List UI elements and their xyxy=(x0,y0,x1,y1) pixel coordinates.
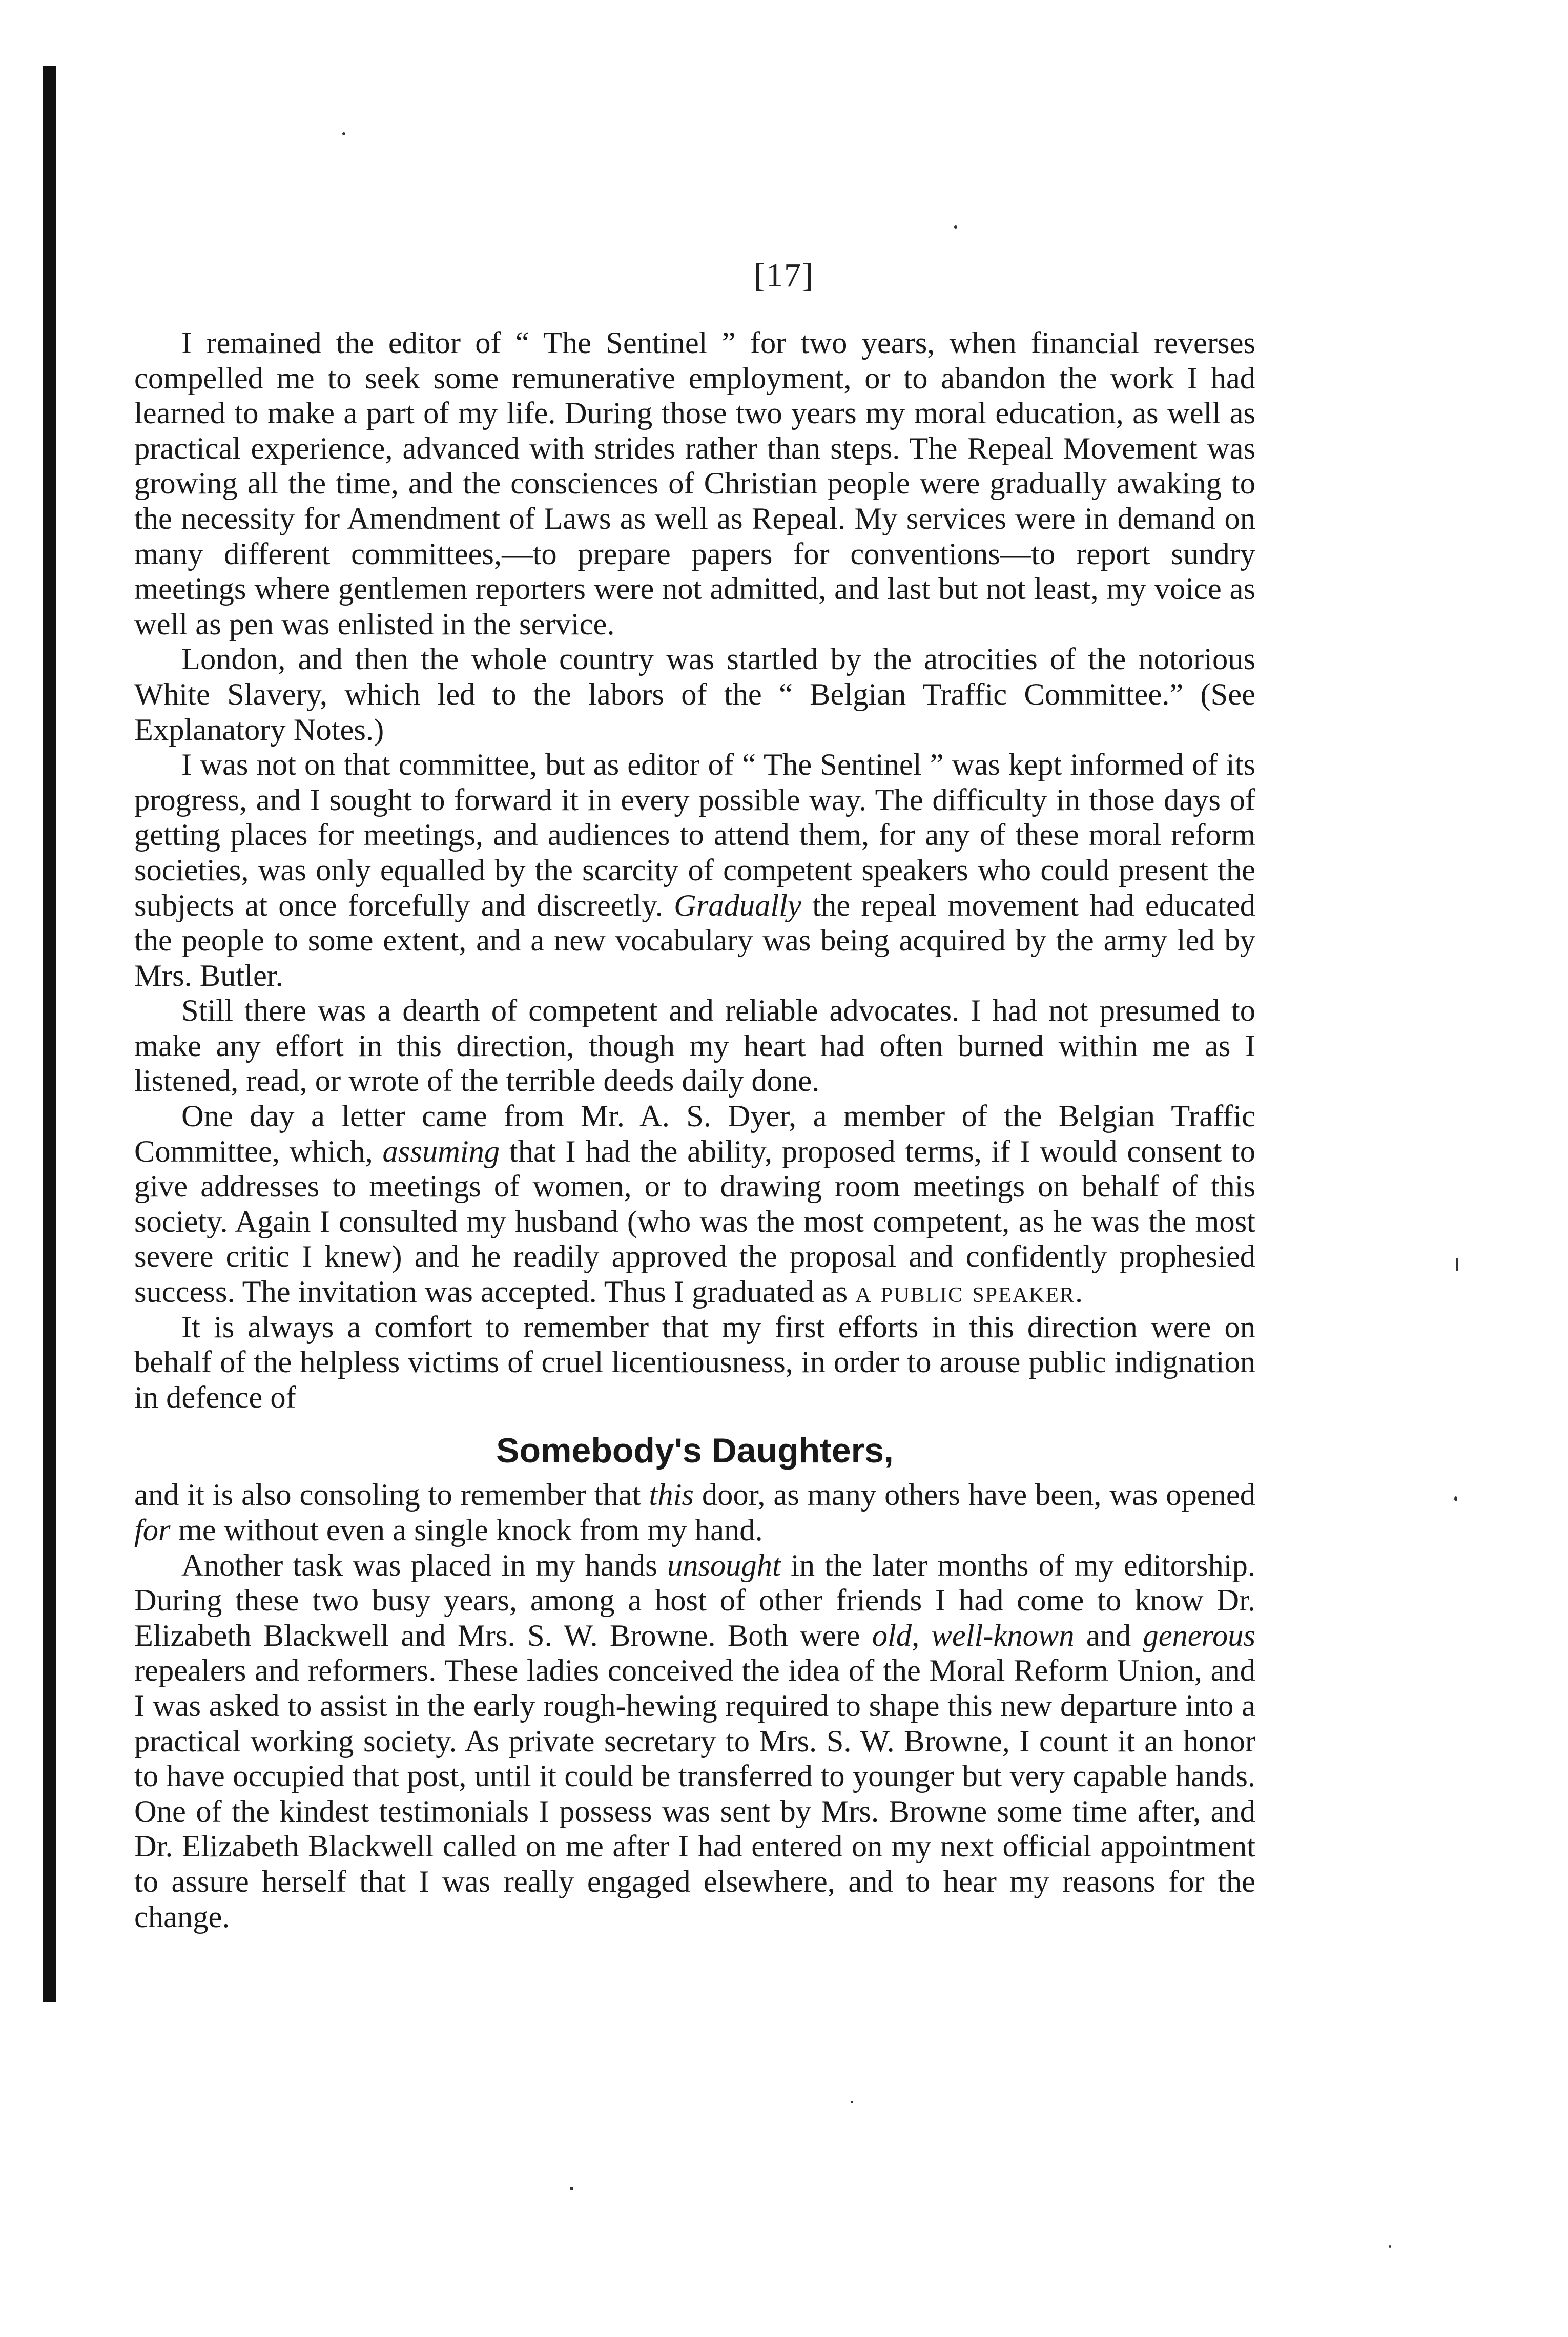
paragraph-dearth-advocates: Still there was a dearth of competent and reliable advocates. I had not presumed to make any effort in this direction, though my heart had often burned within me as I listened, read, or wrote of the terrible deeds daily done. xyxy=(134,994,1255,1099)
paragraph-editor-sentinel: I remained the editor of “ The Sentinel ” for two years, when financial reverses compelled me to seek some remunerative employment, or to abandon the work I had learned to make a part of my life. During those two years my moral education, as well as practical experience, advanced with strides rather than steps. The Repeal Movement was growing all the time, and the consciences of Christian people were gradually awaking to the necessity for Amendment of Laws as well as Repeal. My services were in demand on many different committees,—to prepare papers for conventions—to report sundry meetings where gentlemen reporters were not admitted, and last but not least, my voice as well as pen was enlisted in the service. xyxy=(134,326,1255,642)
body-text xyxy=(134,326,1255,1935)
paragraph-text: One day a letter came from Mr. A. S. Dyer, a member of the Belgian Traffic Committee, which, xyxy=(134,1099,1255,1169)
paragraph-text: repealers and reformers. These ladies conceived the idea of the Moral Reform Union, and I was asked to assist in the early rough-hewing required to shape this new departure into a practical working society. As private secretary to Mrs. S. W. Browne, I count it an honor to have occupied that post, until it could be transferred to younger but very capable hands. One of the kindest testimonials I possess was sent by Mrs. Browne some time after, and Dr. Elizabeth Blackwell called on me after I had entered on my next official appointment to assure herself that I was really engaged elsewhere, and to hear my reasons for the change. xyxy=(134,1653,1255,1934)
emphasis: this xyxy=(649,1478,694,1513)
emphasis: well-known xyxy=(931,1618,1075,1653)
paragraph-text: I was not on that committee, but as editor of “ The Sentinel ” was kept informed of its progress, and I sought to forward it in every possible way. The difficulty in those days of getting places for meetings, and audiences to attend them, for any of these moral reform societies, was only equalled by the scarcity of competent speakers who could present the subjects at once forcefully and discreetly. xyxy=(134,748,1255,923)
paragraph-dyer-letter xyxy=(134,1099,1255,1310)
section-heading: Somebody's Daughters, xyxy=(496,1431,894,1471)
paragraph-text: door, as many others have been, was opened xyxy=(693,1478,1255,1513)
paragraph-text: me without even a single knock from my hand. xyxy=(170,1513,763,1547)
paragraph-text: the repeal movement had educated the people to some extent, and a new vocabulary was being acquired by the army led by Mrs. Butler. xyxy=(134,888,1255,993)
paragraph-text: and xyxy=(1074,1618,1143,1653)
paragraph-first-efforts: It is always a comfort to remember that my first efforts in this direction were on behalf of the helpless victims of cruel licentiousness, in order to arouse public indignation in defence of xyxy=(134,1310,1255,1415)
scan-speck xyxy=(570,2187,573,2190)
paragraph-door-opened xyxy=(134,1478,1255,1548)
emphasis: unsought xyxy=(667,1548,781,1583)
paragraph-moral-reform-union xyxy=(134,1548,1255,1935)
binding-edge xyxy=(43,66,56,2002)
scan-speck xyxy=(954,225,957,229)
paragraph-text: , xyxy=(912,1618,932,1653)
scan-speck xyxy=(851,2101,853,2103)
paragraph-text: and it is also consoling to remember that xyxy=(134,1478,649,1513)
scan-speck xyxy=(1456,1258,1458,1271)
paragraph-text: that I had the ability, proposed terms, if I would consent to give addresses to meetings of women, or to drawing room meetings on behalf of this society. Again I consulted my husband (who was the most competent, as he was the most severe critic I knew) and he readily approved the proposal and confidently prophesied success. The invitation was accepted. Thus I graduated as xyxy=(134,1134,1255,1310)
scan-speck xyxy=(1389,2245,1391,2248)
scan-speck xyxy=(342,132,345,135)
emphasis: generous xyxy=(1143,1618,1255,1653)
scan-speck xyxy=(1454,1496,1457,1501)
paragraph-text: in the later months of my editorship. During these two busy years, among a host of other friends I had come to know Dr. Elizabeth Blackwell and Mrs. S. W. Browne. Both were xyxy=(134,1548,1255,1653)
page-number: [17] xyxy=(754,257,814,294)
paragraph-text: Another task was placed in my hands xyxy=(181,1548,667,1583)
public-speaker-smallcaps: a public speaker. xyxy=(855,1275,1084,1310)
emphasis: Gradually xyxy=(674,888,801,923)
emphasis: assuming xyxy=(382,1134,500,1169)
emphasis: old xyxy=(872,1618,912,1653)
emphasis: for xyxy=(134,1513,171,1547)
paragraph-white-slavery: London, and then the whole country was startled by the atrocities of the notorious White Slavery, which led to the labors of the “ Belgian Traffic Committee.” (See Explanatory Notes.) xyxy=(134,642,1255,747)
paragraph-committee xyxy=(134,748,1255,994)
